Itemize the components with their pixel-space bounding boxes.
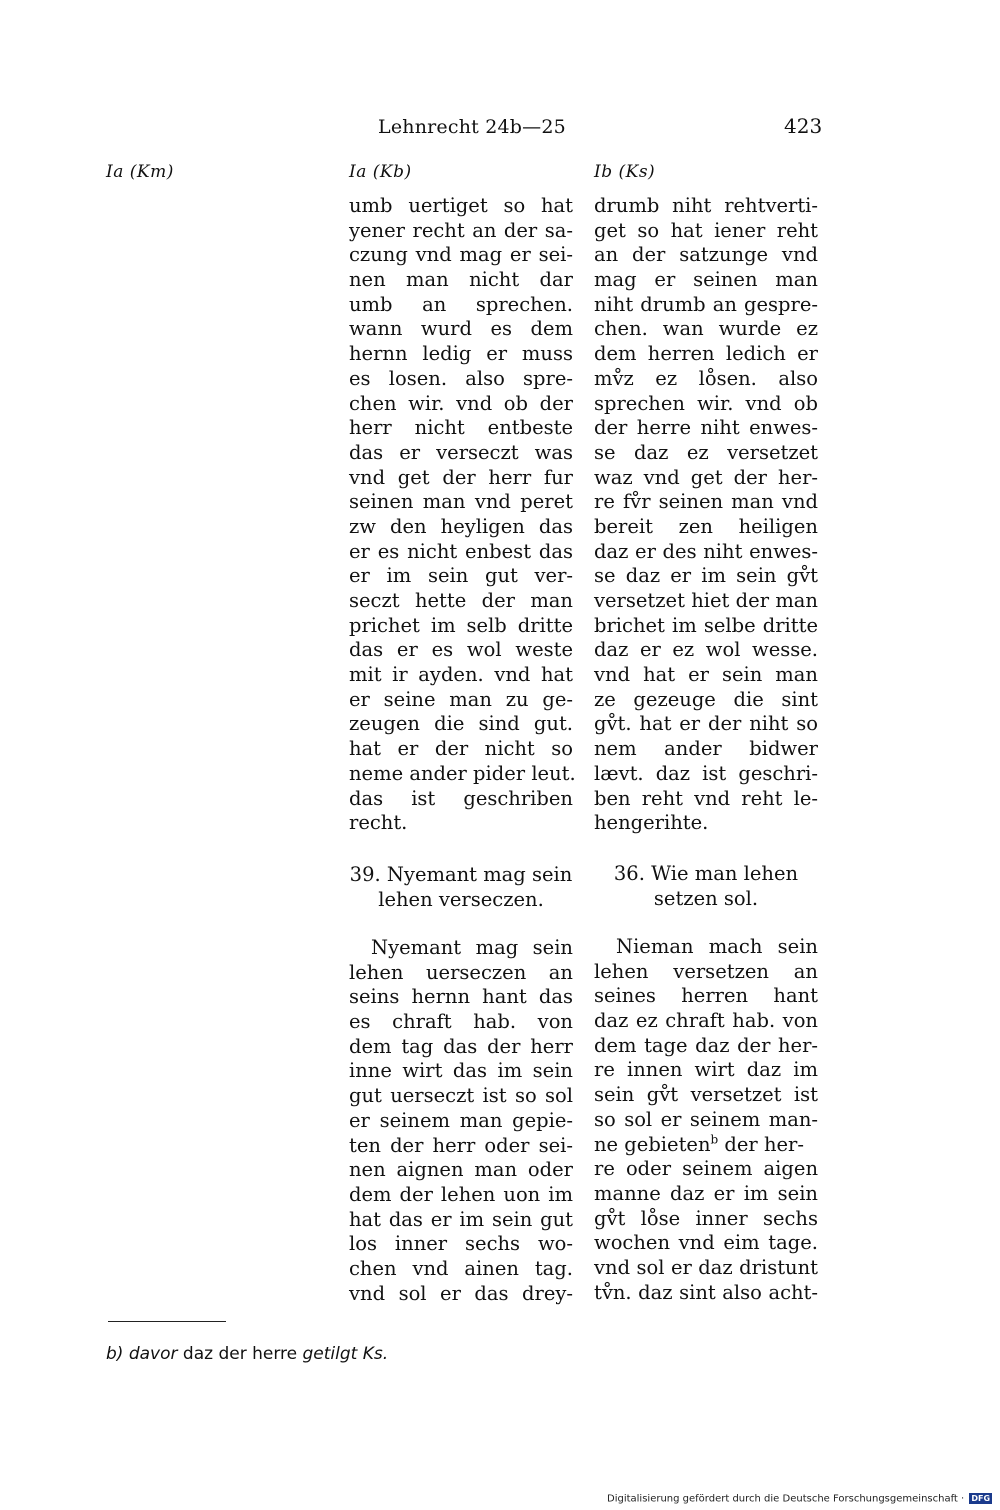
text-line: vnd get der herr fur xyxy=(349,465,573,489)
text-line: es chraft hab. von xyxy=(349,1010,573,1034)
text-line: versetzet hiet der man xyxy=(594,589,818,612)
text-line: lævt. daz ist geschri- xyxy=(594,761,818,785)
text-line: nen aignen man oder xyxy=(349,1158,573,1182)
text-line: daz er des niht enwes- xyxy=(594,539,818,563)
text-line: dem tag das der herr xyxy=(349,1034,573,1058)
text-line: es losen. also spre- xyxy=(349,366,573,390)
text-line: zw den heyligen das xyxy=(349,514,573,538)
text-line: seczt hette der man xyxy=(349,589,573,612)
text-line: wochen vnd eim tage. xyxy=(594,1231,818,1255)
siglum-middle: Ia (Kb) xyxy=(349,162,412,182)
text-line: niht drumb an gespre- xyxy=(594,292,818,316)
text-line: gv̊t lo̊se inner sechs xyxy=(594,1206,818,1230)
text-line: das er es wol weste xyxy=(349,638,573,662)
heading-line: 39. Nyemant mag sein xyxy=(349,863,573,886)
text-line: ten der herr oder sei- xyxy=(349,1133,573,1157)
text-line: ben reht vnd reht le- xyxy=(594,786,818,810)
text-line: umb an sprechen. xyxy=(349,292,573,316)
text-line: drumb niht rehtverti- xyxy=(594,194,818,217)
text-line: gv̊t. hat er der niht so xyxy=(594,712,818,736)
text-line: tv̊n. daz sint also acht- xyxy=(594,1280,818,1304)
text-line: sein gv̊t versetzet ist xyxy=(594,1083,818,1107)
section-heading-middle xyxy=(349,862,573,912)
text-line: der herre niht enwes- xyxy=(594,416,818,440)
text-line: daz er ez wol wesse. xyxy=(594,638,818,662)
text-line: chen wir. vnd ob der xyxy=(349,391,573,415)
text-line: lehen uerseczen an xyxy=(349,960,573,984)
heading-line: 36. Wie man lehen xyxy=(613,862,799,885)
text-line: se daz ez versetzet xyxy=(594,440,818,464)
footnote xyxy=(106,1344,388,1364)
text-line: chen. wan wurde ez xyxy=(594,317,818,341)
text-line: recht. xyxy=(349,811,408,835)
running-head: Lehnrecht 24b—25 xyxy=(378,116,566,138)
text-line: nen man nicht dar xyxy=(349,268,573,292)
siglum-right: Ib (Ks) xyxy=(594,162,656,182)
text-line: get so hat iener reht xyxy=(594,218,818,242)
text-line: Nieman mach sein xyxy=(616,935,818,958)
text-line: hat das er im sein gut xyxy=(349,1207,573,1231)
text-line: re innen wirt daz im xyxy=(594,1058,818,1082)
text-line: seins hernn hant das xyxy=(349,985,573,1009)
text-line: er im sein gut ver- xyxy=(349,564,573,588)
text-line: hengerihte. xyxy=(594,811,709,835)
text-line: herr nicht entbeste xyxy=(349,416,573,440)
text-line: waz vnd get der her- xyxy=(594,465,818,489)
heading-line: lehen verseczen. xyxy=(378,888,544,911)
text-line: neme ander pider leut. xyxy=(349,761,576,785)
text-line: er seine man zu ge- xyxy=(349,687,573,711)
text-line: daz ez chraft hab. von xyxy=(594,1009,818,1033)
text-line: umb uertiget so hat xyxy=(349,194,573,217)
text-line: seines herren hant xyxy=(594,984,818,1008)
text-line: se daz er im sein gv̊t xyxy=(594,564,818,588)
text-line: dem tage daz der her- xyxy=(594,1033,818,1057)
text-line: dem der lehen uon im xyxy=(349,1182,573,1206)
text-line: so sol er seinem man- xyxy=(594,1107,818,1131)
text-line: prichet im selb dritte xyxy=(349,613,573,637)
digitization-credit xyxy=(607,1493,992,1505)
text-line: an der satzunge vnd xyxy=(594,243,818,267)
footnote-italic-text: davor xyxy=(128,1344,178,1364)
credit-text: Digitalisierung gefördert durch die Deutsche Forschungsgemeinschaft · xyxy=(607,1493,965,1505)
text-line: mag er seinen man xyxy=(594,268,818,292)
text-line: manne daz er im sein xyxy=(594,1181,818,1205)
text-line: chen vnd ainen tag. xyxy=(349,1256,573,1280)
text-line: yener recht an der sa- xyxy=(349,218,573,242)
middle-text-block-1 xyxy=(349,194,576,836)
text-line: los inner sechs wo- xyxy=(349,1232,573,1256)
text-line: zeugen die sind gut. xyxy=(349,712,573,736)
text-line: vnd hat er sein man xyxy=(594,663,818,687)
dfg-logo: DFG xyxy=(971,1494,991,1503)
section-heading-right xyxy=(594,861,818,911)
page-number: 423 xyxy=(784,114,823,138)
footnote-italic-text: getilgt Ks. xyxy=(302,1344,389,1364)
heading-line: setzen sol. xyxy=(653,887,759,910)
text-line: re oder seinem aigen xyxy=(594,1157,818,1181)
text-line: das er verseczt was xyxy=(349,440,573,464)
text-line: er es nicht enbest das xyxy=(349,539,573,563)
text-fragment: der her- xyxy=(718,1132,804,1156)
text-line: das ist geschriben xyxy=(349,786,573,810)
text-line: gut uerseczt ist so sol xyxy=(349,1084,573,1108)
footnote-rule xyxy=(108,1321,226,1322)
text-line: hat er der nicht so xyxy=(349,737,573,761)
text-line: wann wurd es dem xyxy=(349,317,573,341)
text-line: mit ir ayden. vnd hat xyxy=(349,663,573,687)
right-text-block-2 xyxy=(594,935,818,1305)
text-line: bereit zen heiligen xyxy=(594,514,818,538)
text-line: mv̊z ez lo̊sen. also xyxy=(594,366,818,390)
text-line: Nyemant mag sein xyxy=(371,936,573,959)
text-line: ze gezeuge die sint xyxy=(594,687,818,711)
text-line: sprechen wir. vnd ob xyxy=(594,391,818,415)
text-line: brichet im selbe dritte xyxy=(594,613,818,637)
text-line: hernn ledig er muss xyxy=(349,342,573,366)
siglum-left: Ia (Km) xyxy=(106,162,174,182)
text-line: czung vnd mag er sei- xyxy=(349,243,573,267)
text-line: inne wirt das im sein xyxy=(349,1059,573,1083)
text-line: vnd sol er das drey- xyxy=(349,1281,573,1305)
text-line: seinen man vnd peret xyxy=(349,490,573,514)
footnote-reference[interactable]: b xyxy=(710,1132,719,1146)
text-line: dem herren ledich er xyxy=(594,342,818,366)
footnote-text: daz der herre xyxy=(182,1344,298,1364)
text-line: er seinem man gepie- xyxy=(349,1108,573,1132)
text-line: nem ander bidwer xyxy=(594,737,818,761)
text-line: lehen versetzen an xyxy=(594,959,818,983)
footnote-marker: b) xyxy=(106,1344,124,1364)
right-text-block-1 xyxy=(594,194,818,836)
middle-text-block-2 xyxy=(349,936,573,1306)
text-line xyxy=(594,1133,818,1158)
text-line: vnd sol er daz dristunt xyxy=(594,1255,818,1279)
text-line: re fv̊r seinen man vnd xyxy=(594,490,818,514)
text-fragment: ne gebieten xyxy=(594,1132,711,1156)
